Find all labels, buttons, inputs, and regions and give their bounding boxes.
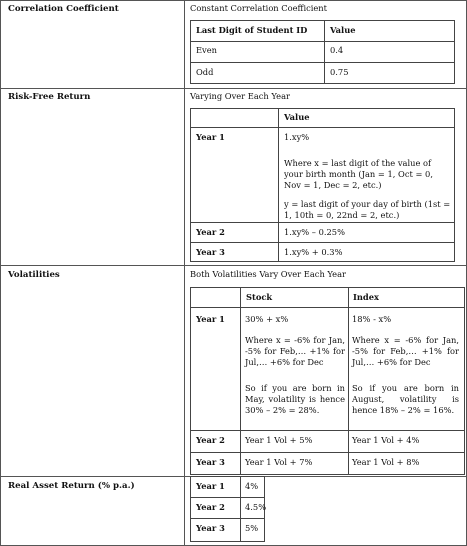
volatilities-stock-note: Where x = -6% for Jan, -5% for Feb,… +1% for Jul,… +6% for Dec xyxy=(245,335,345,367)
volatilities-label: Volatilities xyxy=(8,270,60,280)
correlation-header-digit: Last Digit of Student ID xyxy=(196,25,308,35)
correlation-digit-odd: Odd xyxy=(196,67,214,77)
volatilities-stock-year2: Year 1 Vol + 5% xyxy=(245,435,313,445)
correlation-value-even: 0.4 xyxy=(330,45,344,55)
volatilities-header-index: Index xyxy=(353,292,379,302)
riskfree-year2-label: Year 2 xyxy=(196,227,225,237)
realasset-year3-value: 5% xyxy=(245,523,259,533)
realasset-year1-value: 4% xyxy=(245,481,259,491)
volatilities-index-note: Where x = -6% for Jan, -5% for Feb,… +1% for Jul,… +6% for Dec xyxy=(352,335,459,367)
realasset-table-divider xyxy=(240,476,241,542)
realasset-year2-value: 4.5% xyxy=(245,502,267,512)
realasset-year2-label: Year 2 xyxy=(196,502,225,512)
riskfree-table-hline xyxy=(190,242,455,243)
correlation-table-hline xyxy=(190,41,455,42)
volatilities-index-year3: Year 1 Vol + 8% xyxy=(352,457,420,467)
riskfree-table-hline xyxy=(190,222,455,223)
riskfree-year2-value: 1.xy% – 0.25% xyxy=(284,227,345,237)
realasset-year1-label: Year 1 xyxy=(196,481,225,491)
correlation-table-hline xyxy=(190,62,455,63)
correlation-label: Correlation Coefficient xyxy=(8,4,119,14)
realasset-table-hline xyxy=(190,518,265,519)
volatilities-year1-label: Year 1 xyxy=(196,314,225,324)
riskfree-table-divider xyxy=(278,108,279,262)
riskfree-label: Risk-Free Return xyxy=(8,92,91,102)
volatilities-table-divider xyxy=(348,287,349,475)
riskfree-description: Varying Over Each Year xyxy=(190,91,290,101)
volatilities-index-example: So if you are born in August, volatility is hence 18% – 2% = 16%. xyxy=(352,383,459,415)
riskfree-year1-value: 1.xy% xyxy=(284,132,310,142)
volatilities-table-hline xyxy=(190,452,465,453)
correlation-digit-even: Even xyxy=(196,45,217,55)
left-column-divider xyxy=(184,0,185,546)
riskfree-year3-value: 1.xy% + 0.3% xyxy=(284,247,343,257)
correlation-header-value: Value xyxy=(330,25,356,35)
riskfree-table-hline xyxy=(190,127,455,128)
volatilities-stock-year1: 30% + x% xyxy=(245,314,289,324)
row-separator xyxy=(0,88,467,89)
realasset-year3-label: Year 3 xyxy=(196,523,225,533)
riskfree-year1-label: Year 1 xyxy=(196,132,225,142)
correlation-value-odd: 0.75 xyxy=(330,67,349,77)
volatilities-index-year1: 18% - x% xyxy=(352,314,392,324)
correlation-table-divider xyxy=(324,20,325,84)
volatilities-description: Both Volatilities Vary Over Each Year xyxy=(190,269,346,279)
volatilities-stock-year3: Year 1 Vol + 7% xyxy=(245,457,313,467)
riskfree-year1-note-x: Where x = last digit of the value of your birth month (Jan = 1, Oct = 0, Nov = 1, Dec = 2, etc.) xyxy=(284,158,433,190)
volatilities-table-hline xyxy=(190,430,465,431)
riskfree-header-value: Value xyxy=(284,112,310,122)
volatilities-table-hline xyxy=(190,307,465,308)
volatilities-table-divider xyxy=(240,287,241,475)
volatilities-table xyxy=(190,287,465,475)
correlation-description: Constant Correlation Coefficient xyxy=(190,3,327,13)
riskfree-year1-note-y: y = last digit of your day of birth (1st = 1, 10th = 0, 22nd = 2, etc.) xyxy=(284,199,451,220)
realasset-label: Real Asset Return (% p.a.) xyxy=(8,481,135,491)
volatilities-header-stock: Stock xyxy=(246,292,273,302)
volatilities-stock-example: So if you are born in May, volatility is hence 30% – 2% = 28%. xyxy=(245,383,345,415)
realasset-table-hline xyxy=(190,497,265,498)
volatilities-index-year2: Year 1 Vol + 4% xyxy=(352,435,420,445)
volatilities-year3-label: Year 3 xyxy=(196,457,225,467)
riskfree-year3-label: Year 3 xyxy=(196,247,225,257)
volatilities-year2-label: Year 2 xyxy=(196,435,225,445)
row-separator xyxy=(0,265,467,266)
